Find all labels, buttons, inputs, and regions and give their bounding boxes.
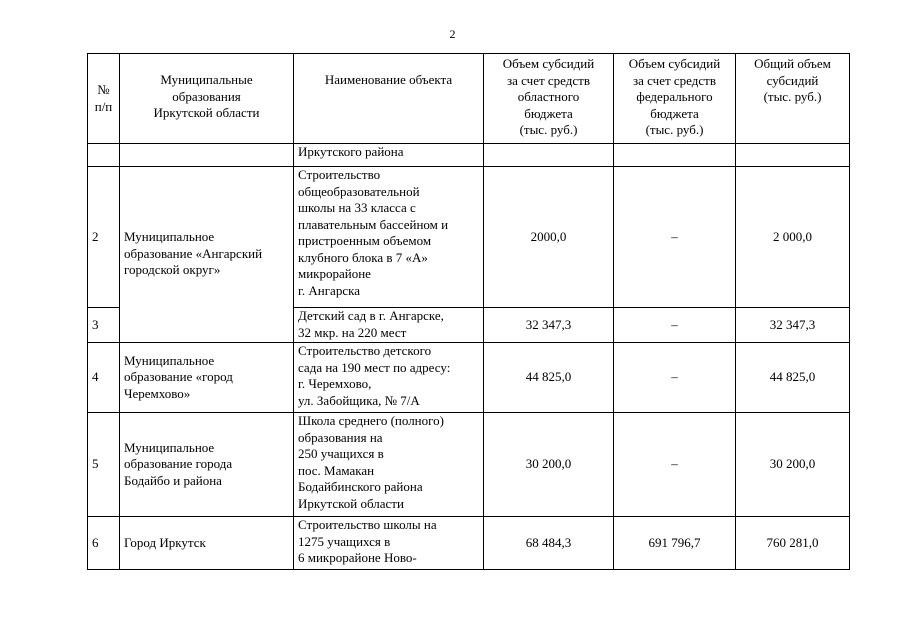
cell-object: Строительство детского сада на 190 мест по адресу: г. Черемхово, ул. Забойщика, № 7/А: [294, 343, 484, 413]
cell-municipality: Муниципальное образование «город Черемхово»: [120, 343, 294, 413]
cell-federal: –: [614, 167, 736, 308]
cell-federal: –: [614, 343, 736, 413]
header-regional-budget: Объем субсидий за счет средств областного бюджета (тыс. руб.): [484, 54, 614, 144]
cell-num: 2: [88, 167, 120, 308]
cell-total: 32 347,3: [736, 308, 850, 343]
cell-federal: –: [614, 413, 736, 517]
cell-object: Строительство школы на 1275 учащихся в 6 микрорайоне Ново-: [294, 517, 484, 570]
table-header-row: [88, 54, 850, 144]
subsidy-table: [87, 53, 850, 570]
cell-num: 5: [88, 413, 120, 517]
header-num: № п/п: [88, 54, 120, 144]
cell-total: 30 200,0: [736, 413, 850, 517]
cell-municipality: Муниципальное образование города Бодайбо и района: [120, 413, 294, 517]
header-federal-budget: Объем субсидий за счет средств федерального бюджета (тыс. руб.): [614, 54, 736, 144]
cell-federal: 691 796,7: [614, 517, 736, 570]
cell-federal: –: [614, 308, 736, 343]
cell-total: 44 825,0: [736, 343, 850, 413]
cell-num: 6: [88, 517, 120, 570]
cell-regional: 32 347,3: [484, 308, 614, 343]
cell-regional: [484, 144, 614, 167]
cell-total: [736, 144, 850, 167]
table-row: [88, 517, 850, 570]
cell-total: 2 000,0: [736, 167, 850, 308]
page-number: 2: [449, 27, 456, 41]
table-row: [88, 167, 850, 308]
cell-object: Детский сад в г. Ангарске, 32 мкр. на 220 мест: [294, 308, 484, 343]
cell-object: Школа среднего (полного) образования на 250 учащихся в пос. Мамакан Бодайбинского района Иркутской области: [294, 413, 484, 517]
cell-total: 760 281,0: [736, 517, 850, 570]
cell-num: [88, 144, 120, 167]
cell-object: Иркутского района: [294, 144, 484, 167]
cell-regional: 44 825,0: [484, 343, 614, 413]
table-row: [88, 343, 850, 413]
cell-num: 4: [88, 343, 120, 413]
cell-num: 3: [88, 308, 120, 343]
cell-regional: 2000,0: [484, 167, 614, 308]
header-object: Наименование объекта: [294, 54, 484, 144]
cell-regional: 68 484,3: [484, 517, 614, 570]
cell-municipality: Муниципальное образование «Ангарский городской округ»: [120, 167, 294, 343]
header-municipality: Муниципальные образования Иркутской области: [120, 54, 294, 144]
cell-object: Строительство общеобразовательной школы на 33 класса с плавательным бассейном и пристроенным объемом клубного блока в 7 «А» микрорайоне г. Ангарска: [294, 167, 484, 308]
cell-regional: 30 200,0: [484, 413, 614, 517]
table-row: [88, 413, 850, 517]
cell-federal: [614, 144, 736, 167]
cell-municipality: [120, 144, 294, 167]
table-row: [88, 144, 850, 167]
header-total: Общий объем субсидий (тыс. руб.): [736, 54, 850, 144]
cell-municipality: Город Иркутск: [120, 517, 294, 570]
